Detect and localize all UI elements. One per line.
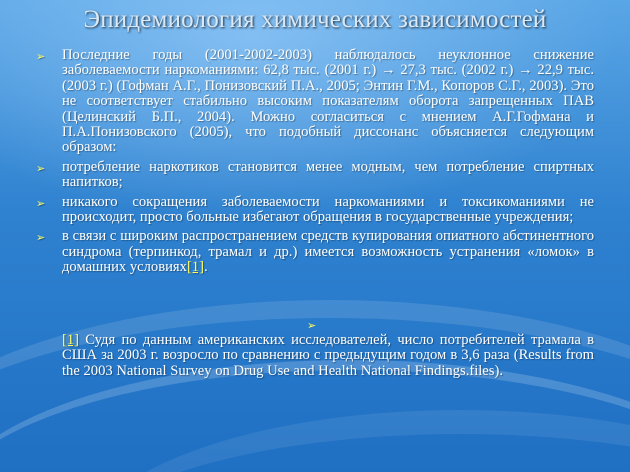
- bullet-text: никакого сокращения заболеваемости наркоманиями и токсикоманиями не происходит, просто больные избегают обращения в государственные учреждения;: [62, 193, 594, 226]
- bullet-point: [36, 229, 594, 275]
- bullet-text: Последние годы (2001-2002-2003) наблюдалось неуклонное снижение заболеваемости наркоманиями: 62,8 тыс. (2001 г.) → 27,3 тыс. (2002 г.) → 22,9 тыс. (2003 г.) (Гофман А.Г., Понизовский П.А., 2005; Энтин Г.М., Копоров С.Г., 2003). Это не соответствует стабильно высоким показателям оборота запрещенных ПАВ (Целинский Б.П., 2004). Можно согласиться с мнением А.Г.Гофмана и П.А.Понизовского (2005), что подобный диссонанс объясняется следующим образом:: [62, 47, 594, 156]
- arrowhead-bullet-icon: ➢: [307, 319, 317, 332]
- background-wave: [80, 410, 630, 472]
- footnote-mark-link[interactable]: [1]: [62, 332, 80, 348]
- bullet-point: [36, 160, 594, 191]
- footnote: [62, 333, 594, 379]
- bullet-text: в связи с широким распространением средств купирования опиатного абстинентного синдрома (терпинкод, трамал и др.) имеется возможность устранения «ломок» в домашних условиях: [62, 228, 594, 276]
- arrowhead-bullet-icon: ➢: [36, 231, 46, 245]
- bullet-point: [36, 48, 594, 156]
- footnote-text: Судя по данным американских исследователей, число потребителей трамала в США за 2003 г. возросло по сравнению с предыдущим годом в 3,6 раза (Results from the 2003 National Survey on Drug Use and Health National Findings.files).: [62, 332, 594, 379]
- footnote-reference-link[interactable]: [1]: [186, 259, 204, 276]
- bullet-text-end: .: [203, 259, 208, 276]
- bullet-point: [36, 195, 594, 226]
- bullet-list: [36, 48, 594, 280]
- bullet-text: потребление наркотиков становится менее модным, чем потребление спиртных напитков;: [62, 158, 594, 191]
- arrowhead-bullet-icon: ➢: [36, 196, 46, 210]
- arrowhead-bullet-icon: ➢: [36, 161, 46, 175]
- arrowhead-bullet-icon: ➢: [36, 50, 46, 63]
- slide-title: Эпидемиология химических зависимостей: [83, 6, 547, 33]
